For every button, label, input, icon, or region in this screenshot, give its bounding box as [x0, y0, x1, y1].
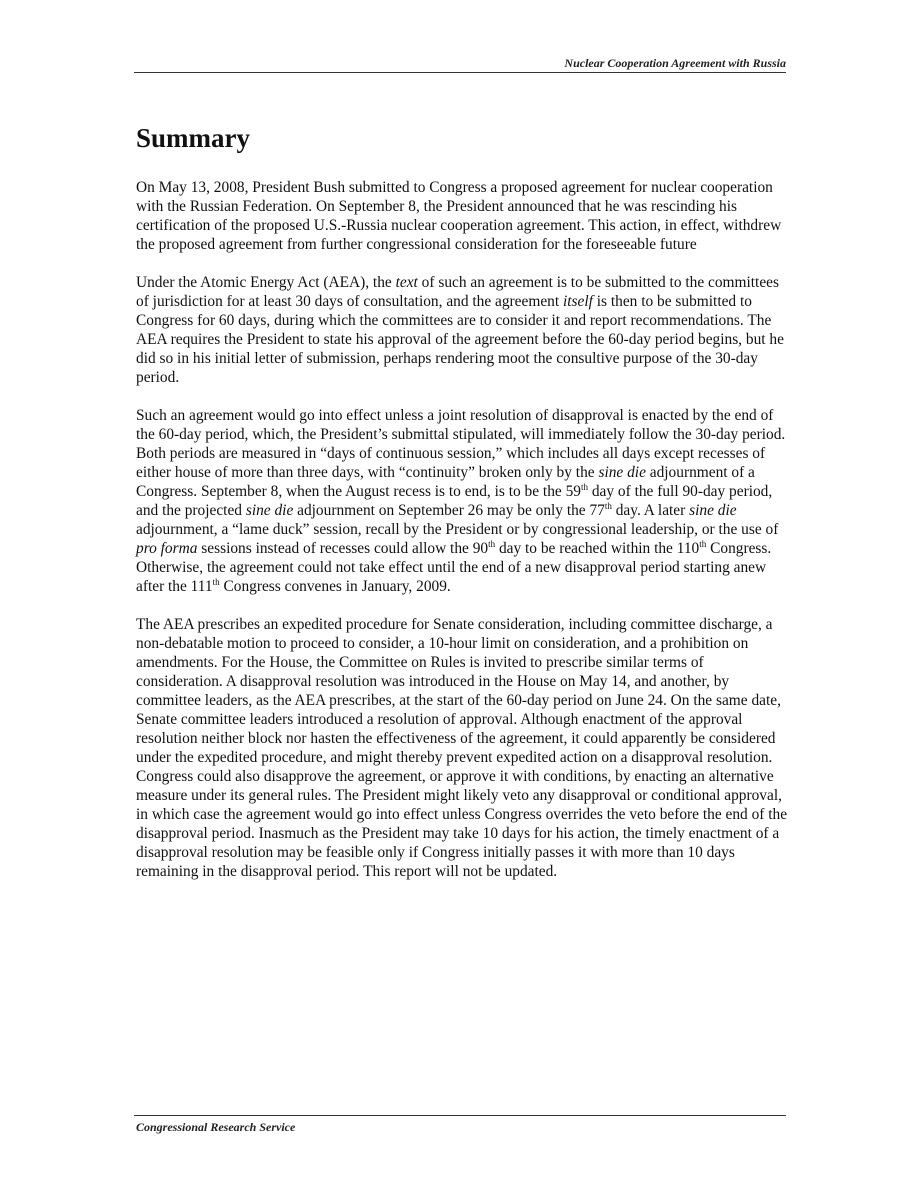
footer-rule [134, 1115, 786, 1116]
text-run: adjournment of a Congress. September 8, when the August recess is to end, is to be the 59 [136, 464, 755, 501]
running-header-title: Nuclear Cooperation Agreement with Russia [564, 56, 786, 70]
italic-term: sine die [689, 502, 737, 520]
summary-heading: Summary [136, 123, 250, 153]
text-run: day to be reached within the 110 [495, 540, 700, 558]
italic-term: sine die [598, 464, 646, 482]
summary-paragraph-1: On May 13, 2008, President Bush submitted to Congress a proposed agreement for nuclear cooperation with the Russian Federation. On September 8, the President announced that he was rescinding his certification of the proposed U.S.-Russia nuclear cooperation agreement. This action, in effect, withdrew the proposed agreement from further congressional consideration for the foreseeable future [136, 179, 782, 254]
text-run: of such an agreement is to be submitted to the committees of jurisdiction for at least 30 days of consultation, and the agreement [136, 274, 779, 311]
text-run: is then to be submitted to Congress for 60 days, during which the committees are to consider it and report recommendations. The AEA requires the President to state his approval of the agreement before the 60-day period begins, but he did so in his initial letter of submission, perhaps rendering moot the consultive purpose of the 30-day period. [136, 293, 784, 387]
text-run: day. A later [611, 502, 690, 520]
ordinal-suffix: th [604, 501, 612, 512]
italic-term: pro forma [136, 540, 198, 558]
header-rule [134, 72, 786, 73]
running-footer-source: Congressional Research Service [136, 1120, 296, 1134]
text-run: Congress convenes in January, 2009. [219, 578, 451, 596]
italic-term: sine die [245, 502, 294, 520]
text-run: sessions instead of recesses could allow the 90 [197, 540, 489, 558]
italic-term: text [395, 274, 418, 292]
ordinal-suffix: th [580, 482, 588, 493]
ordinal-suffix: th [212, 577, 220, 588]
text-run: adjournment, a “lame duck” session, recall by the President or by congressional leadership, or the use of [136, 521, 779, 539]
summary-paragraph-2 [136, 273, 788, 387]
text-run: Under the Atomic Energy Act (AEA), the [136, 274, 396, 292]
text-run: Such an agreement would go into effect unless a joint resolution of disapproval is enacted by the end of the 60-day period, which, the President’s submittal stipulated, will immediately follow the 30-day period. Both periods are measured in “days of continuous session,” which includes all days except recesses of either house of more than three days, with “continuity” broken only by the [136, 407, 786, 482]
text-run: day of the full 90-day period, and the projected [136, 483, 773, 520]
italic-term: itself [562, 293, 593, 311]
summary-section [136, 122, 788, 900]
text-run: Congress. Otherwise, the agreement could not take effect until the end of a new disapproval period starting anew after the 111 [136, 540, 772, 596]
summary-paragraph-4: The AEA prescribes an expedited procedure for Senate consideration, including committee discharge, a non-debatable motion to proceed to consider, a 10-hour limit on consideration, and a prohibition on amendments. For the House, the Committee on Rules is invited to prescribe similar terms of consideration. A disapproval resolution was introduced in the House on May 14, and another, by committee leaders, as the AEA prescribes, at the start of the 60-day period on June 24. On the same date, Senate committee leaders introduced a resolution of approval. Although enactment of the approval resolution neither block nor hasten the effectiveness of the agreement, it could apparently be considered under the expedited procedure, and might thereby prevent expedited action on a disapproval resolution. Congress could also disapprove the agreement, or approve it with conditions, by enacting an alternative measure under its general rules. The President might likely veto any disapproval or conditional approval, in which case the agreement would go into effect unless Congress overrides the veto before the end of the disapproval period. Inasmuch as the President may take 10 days for his action, the timely enactment of a disapproval resolution may be feasible only if Congress initially passes it with more than 10 days remaining in the disapproval period. This report will not be updated. [136, 616, 788, 881]
ordinal-suffix: th [488, 539, 496, 550]
text-run: adjournment on September 26 may be only the 77 [293, 502, 605, 520]
summary-paragraph-3 [136, 406, 788, 596]
ordinal-suffix: th [699, 539, 707, 550]
